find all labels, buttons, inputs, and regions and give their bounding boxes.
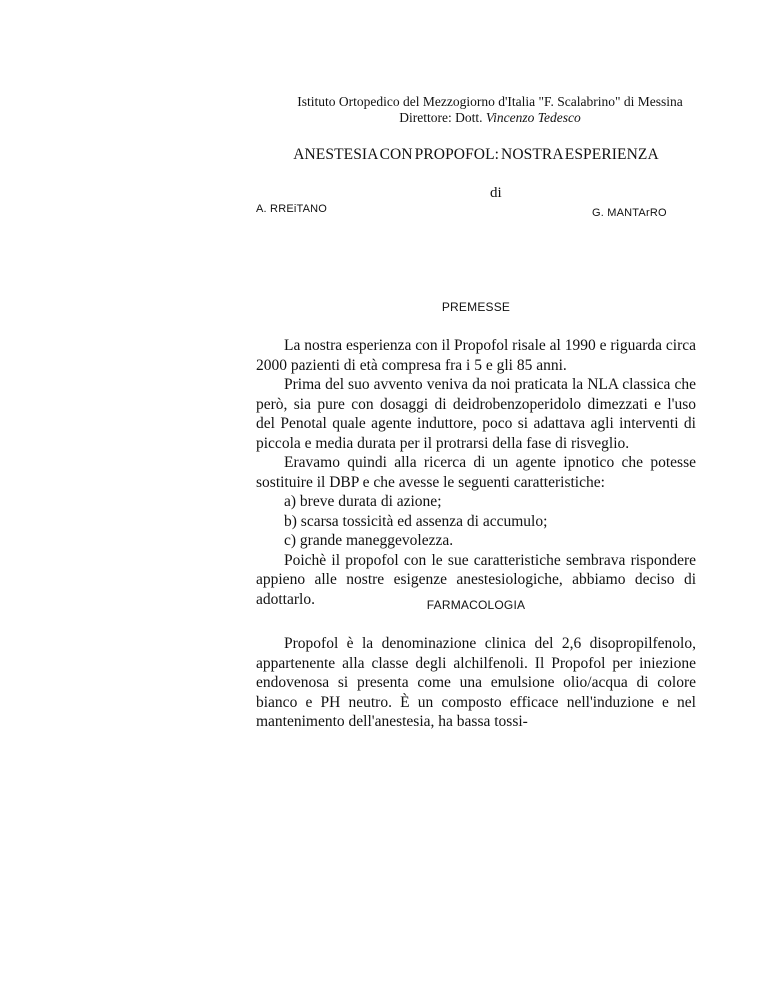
author-right: G. MANTArRO xyxy=(592,207,667,219)
by-label: di xyxy=(490,185,502,201)
paragraph: Propofol è la denominazione clinica del 2,6 disopropilfenolo, appartenente alla classe degli alchilfenoli. Il Propofol per iniezione endovenosa si presenta come una emulsione olio/acqua di colore bianco e PH neutro. È un composto efficace nell'induzione e nel mantenimento dell'anestesia, ha bassa tossi- xyxy=(256,635,696,730)
institute-name: Istituto Ortopedico del Mezzogiorno d'Italia "F. Scalabrino" di Messina xyxy=(297,94,683,109)
paragraph: La nostra esperienza con il Propofol risale al 1990 e riguarda circa 2000 pazienti di età compresa fra i 5 e gli 85 anni. xyxy=(256,337,696,374)
section-farmacologia-body xyxy=(256,634,696,732)
section-premesse-body xyxy=(256,336,696,609)
article-title: ANESTESIA CON PROPOFOL: NOSTRA ESPERIENZA xyxy=(293,146,659,163)
author-left: A. RREiTANO xyxy=(256,203,328,215)
section-heading-farmacologia: FARMACOLOGIA xyxy=(426,598,526,612)
director-label: Direttore: Dott. xyxy=(399,110,483,125)
director-line xyxy=(270,110,710,126)
paragraph: Poichè il propofol con le sue caratteristiche sembrava rispondere appieno alle nostre esigenze anestesiologiche, abbiamo deciso di adottarlo. xyxy=(256,551,696,608)
section-heading-premesse: PREMESSE xyxy=(441,300,511,314)
paragraph: Eravamo quindi alla ricerca di un agente ipnotico che potesse sostituire il DBP e che avesse le seguenti caratteristiche: xyxy=(256,454,696,491)
director-name: Vincenzo Tedesco xyxy=(485,110,581,125)
list-item: c) grande maneggevolezza. xyxy=(284,532,454,549)
list-item: b) scarsa tossicità ed assenza di accumulo; xyxy=(284,512,548,530)
paragraph: Prima del suo avvento veniva da noi praticata la NLA classica che però, sia pure con dosaggi di deidrobenzoperidolo dimezzati e l'uso del Penotal quale agente induttore, poco si adattava agli interventi di piccola e media durata per il protrarsi della fase di risveglio. xyxy=(256,376,696,452)
list-item: a) breve durata di azione; xyxy=(284,493,442,510)
institute-header xyxy=(270,94,710,126)
